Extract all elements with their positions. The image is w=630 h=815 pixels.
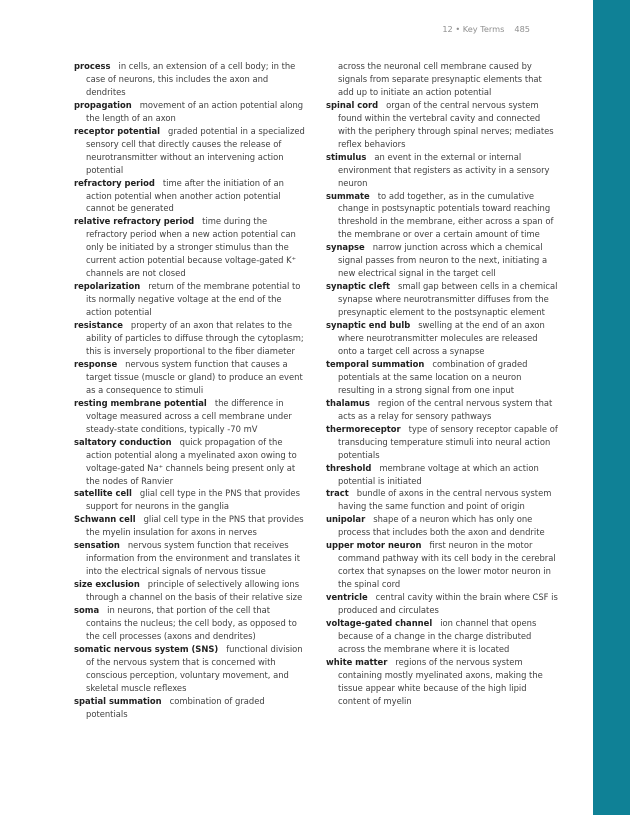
glossary-term: unipolar: [326, 514, 366, 525]
glossary-entry: [74, 539, 306, 578]
continued-definition: across the neuronal cell membrane caused by signals from separate presynaptic elements that add up to initiate an action potential: [338, 61, 542, 97]
glossary-entry: [326, 487, 558, 513]
glossary-term: stimulus: [326, 151, 367, 162]
glossary-entry: [74, 280, 306, 319]
glossary-definition: to add together, as in the cumulative change in postsynaptic potentials toward reaching threshold in the membrane, either across a span of the membrane or over a certain amount of time: [338, 190, 554, 240]
glossary-term: summate: [326, 190, 370, 201]
glossary-entry: [326, 591, 558, 617]
glossary-entry: [326, 539, 558, 591]
glossary-entry: [74, 436, 306, 488]
glossary-term: saltatory conduction: [74, 436, 172, 447]
glossary-definition: an event in the external or internal environment that registers as activity in a sensory neuron: [338, 151, 550, 188]
glossary-definition: membrane voltage at which an action potential is initiated: [338, 462, 539, 486]
glossary-entry: [74, 695, 306, 721]
glossary-definition: combination of graded potentials at the same location on a neuron resulting in a strong signal from one input: [338, 358, 528, 395]
glossary-entry: [74, 215, 306, 280]
glossary-definition: regions of the nervous system containing mostly myelinated axons, making the tissue appear white because of the high lipid content of myelin: [338, 656, 543, 706]
glossary-term: tract: [326, 488, 349, 499]
glossary-term: relative refractory period: [74, 216, 195, 227]
glossary-definition: nervous system function that receives information from the environment and translates it into the electrical signals of nervous tissue: [86, 540, 301, 577]
glossary-term: synapse: [326, 242, 365, 253]
glossary-definition: organ of the central nervous system found within the vertebral cavity and connected with the periphery through spinal nerves; mediates reflex behaviors: [338, 99, 554, 149]
glossary-definition: region of the central nervous system that acts as a relay for sensory pathways: [338, 397, 553, 421]
glossary-term: somatic nervous system (SNS): [74, 643, 219, 654]
glossary-term: white matter: [326, 656, 388, 667]
glossary-column-right: [326, 60, 558, 708]
glossary-entry: [326, 358, 558, 397]
glossary-definition: quick propagation of the action potential along a myelinated axon owing to voltage-gated Na⁺ channels being present only at the nodes of Ranvier: [86, 436, 297, 486]
glossary-definition: bundle of axons in the central nervous system having the same function and point of origin: [338, 488, 552, 512]
glossary-definition: in cells, an extension of a cell body; in the case of neurons, this includes the axon and dendrites: [86, 61, 296, 97]
glossary-entry: [74, 513, 306, 539]
glossary-definition: property of an axon that relates to the ability of particles to diffuse through the cytoplasm; this is inversely proportional to the fiber diameter: [86, 320, 304, 356]
glossary-entry: [326, 241, 558, 280]
glossary-entry: [74, 99, 306, 125]
glossary-entry: [74, 397, 306, 436]
glossary-entry: [326, 617, 558, 656]
glossary-entry: [74, 177, 306, 216]
glossary-term: upper motor neuron: [326, 540, 422, 551]
glossary-entry: [326, 656, 558, 708]
glossary-continuation: [326, 60, 558, 99]
glossary-term: thermoreceptor: [326, 423, 401, 434]
glossary-definition: glial cell type in the PNS that provides support for neurons in the ganglia: [86, 488, 300, 512]
glossary-entry: [326, 423, 558, 462]
glossary-definition: shape of a neuron which has only one process that includes both the axon and dendrite: [338, 514, 545, 538]
glossary-term: spinal cord: [326, 99, 379, 110]
glossary-term: spatial summation: [74, 695, 162, 706]
glossary-definition: first neuron in the motor command pathway with its cell body in the cerebral cortex that synapses on the lower motor neuron in the spinal cord: [338, 540, 556, 590]
glossary-entry: [74, 319, 306, 358]
glossary-term: refractory period: [74, 177, 155, 188]
glossary-entry: [74, 125, 306, 177]
glossary-term: satellite cell: [74, 488, 132, 499]
glossary-term: size exclusion: [74, 579, 140, 590]
glossary-term: thalamus: [326, 397, 370, 408]
glossary-entry: [326, 190, 558, 242]
page-number: 485: [514, 24, 530, 34]
glossary-entry: [326, 397, 558, 423]
glossary-term: soma: [74, 605, 100, 616]
glossary-entry: [74, 578, 306, 604]
glossary-definition: swelling at the end of an axon where neurotransmitter molecules are released onto a target cell across a synapse: [338, 320, 545, 356]
glossary-definition: return of the membrane potential to its normally negative voltage at the end of the action potential: [86, 281, 301, 318]
glossary-entry: [326, 280, 558, 319]
glossary-term: response: [74, 358, 118, 369]
running-head: [350, 24, 530, 34]
glossary-term: synaptic cleft: [326, 281, 390, 292]
glossary-definition: graded potential in a specialized sensory cell that directly causes the release of neurotransmitter without an intervening action potential: [86, 125, 305, 175]
glossary-term: ventricle: [326, 592, 368, 603]
glossary-term: synaptic end bulb: [326, 320, 411, 331]
glossary-definition: in neurons, that portion of the cell that contains the nucleus; the cell body, as opposed to the cell processes (axons and dendrites): [86, 605, 297, 641]
glossary-term: sensation: [74, 540, 120, 551]
glossary-definition: principle of selectively allowing ions through a channel on the basis of their relative size: [86, 579, 303, 603]
glossary-entry: [74, 60, 306, 99]
glossary-term: propagation: [74, 99, 132, 110]
glossary-term: resting membrane potential: [74, 397, 207, 408]
glossary-definition: time during the refractory period when a new action potential can only be initiated by a stronger stimulus than the current action potential because voltage-gated K⁺ channels are not closed: [86, 216, 297, 279]
glossary-entry: [326, 513, 558, 539]
glossary-term: threshold: [326, 462, 372, 473]
glossary-definition: movement of an action potential along the length of an axon: [86, 99, 304, 123]
glossary-definition: central cavity within the brain where CSF is produced and circulates: [338, 592, 558, 616]
glossary-definition: ion channel that opens because of a change in the charge distributed across the membrane where it is located: [338, 617, 537, 654]
page-edge-color-bar: [593, 0, 630, 815]
glossary-entry: [326, 462, 558, 488]
glossary-definition: glial cell type in the PNS that provides the myelin insulation for axons in nerves: [86, 514, 304, 538]
glossary-entry: [326, 99, 558, 151]
glossary-entry: [326, 319, 558, 358]
glossary-definition: nervous system function that causes a target tissue (muscle or gland) to produce an event as a consequence to stimuli: [86, 358, 303, 395]
glossary-definition: small gap between cells in a chemical synapse where neurotransmitter diffuses from the presynaptic element to the postsynaptic element: [338, 281, 558, 318]
glossary-definition: the difference in voltage measured across a cell membrane under steady-state conditions, typically -70 mV: [86, 397, 292, 434]
glossary-definition: time after the initiation of an action potential when another action potential cannot be generated: [86, 177, 284, 214]
glossary-definition: functional division of the nervous system that is concerned with conscious perception, voluntary movement, and skeletal muscle reflexes: [86, 643, 303, 693]
glossary-term: receptor potential: [74, 125, 161, 136]
glossary-entry: [74, 358, 306, 397]
glossary-term: repolarization: [74, 281, 141, 292]
glossary-entries-right: [326, 99, 558, 708]
glossary-term: process: [74, 61, 111, 71]
glossary-term: resistance: [74, 320, 123, 331]
glossary-entry: [74, 643, 306, 695]
glossary-definition: narrow junction across which a chemical signal passes from neuron to the next, initiating a new electrical signal in the target cell: [338, 242, 548, 279]
glossary-term: Schwann cell: [74, 514, 136, 525]
glossary-definition: combination of graded potentials: [86, 695, 265, 719]
glossary-entry: [74, 487, 306, 513]
glossary-term: voltage-gated channel: [326, 617, 433, 628]
glossary-entry: [74, 604, 306, 643]
glossary-column-left: [74, 60, 306, 721]
glossary-definition: type of sensory receptor capable of transducing temperature stimuli into neural action potentials: [338, 423, 558, 460]
glossary-entry: [326, 151, 558, 190]
glossary-term: temporal summation: [326, 358, 425, 369]
chapter-label: 12 • Key Terms: [442, 24, 505, 34]
